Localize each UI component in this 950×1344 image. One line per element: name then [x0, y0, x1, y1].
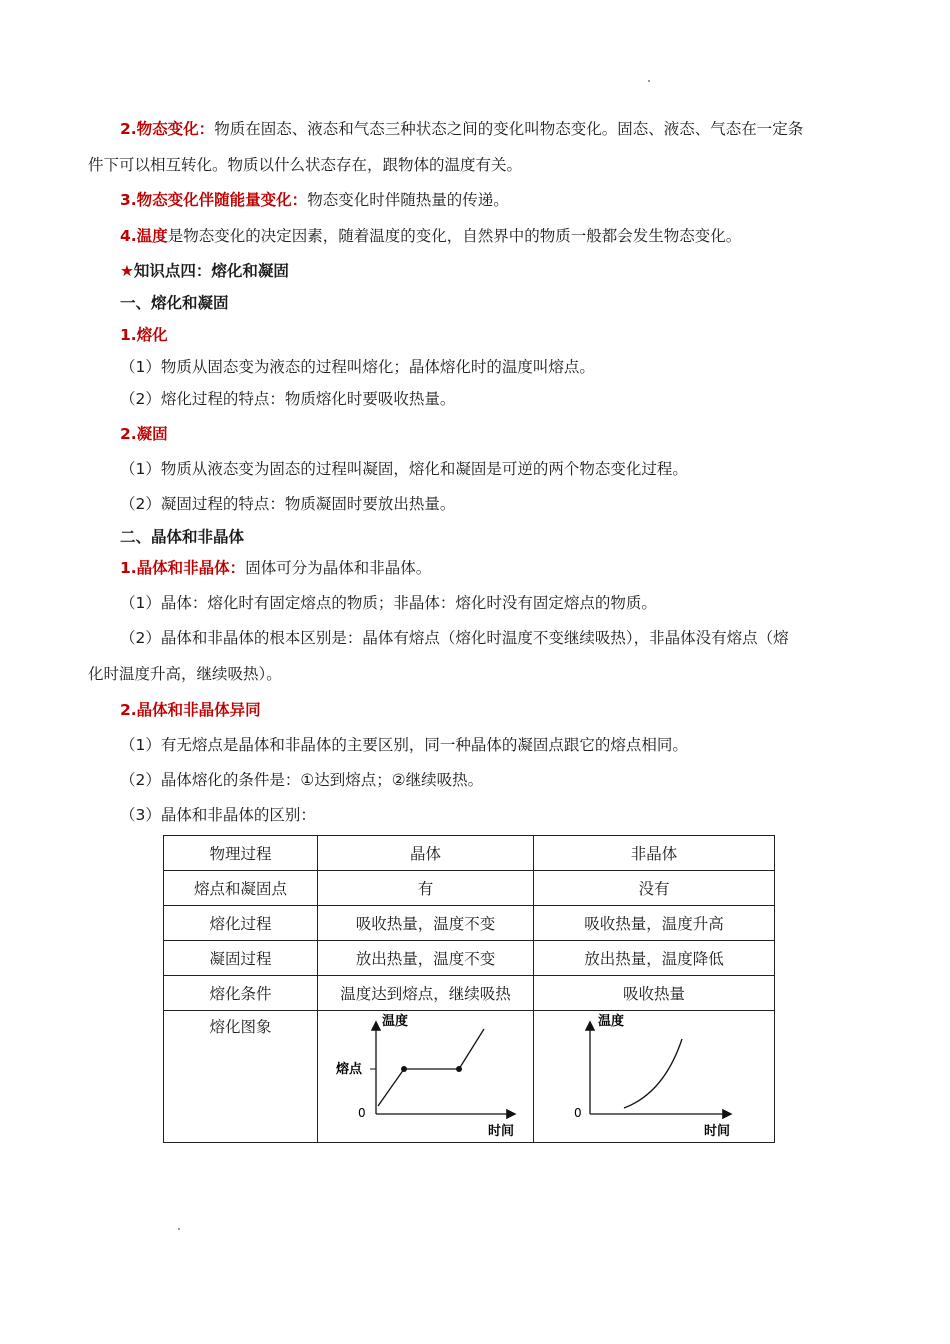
amorphous-melting-graph [534, 1011, 774, 1138]
crystal-item-1: （1）晶体：熔化时有固定熔点的物质；非晶体：熔化时没有固定熔点的物质。 [120, 594, 657, 612]
table-cell: 熔化条件 [164, 976, 318, 1011]
table-row [164, 976, 775, 1011]
amorphous-graph-cell [534, 1011, 775, 1143]
melting-end-point [456, 1066, 462, 1072]
crystal-curve [378, 1029, 484, 1106]
y-axis-label: 温度 [382, 1014, 409, 1029]
table-header-row [164, 836, 775, 871]
table-row [164, 906, 775, 941]
diff-item-1: （1）有无熔点是晶体和非晶体的主要区别，同一种晶体的凝固点跟它的熔点相同。 [120, 736, 688, 754]
melting-item-1: （1）物质从固态变为液态的过程叫熔化；晶体熔化时的温度叫熔点。 [120, 358, 595, 376]
melting-point-label: 熔点 [336, 1062, 363, 1077]
crystal-graph-cell [318, 1011, 534, 1143]
paragraph-state-change-cont: 件下可以相互转化。物质以什么状态存在，跟物体的温度有关。 [88, 156, 523, 174]
subheading-crystal-diff: 2.晶体和非晶体异同 [120, 701, 261, 719]
crystal-melting-graph [318, 1011, 532, 1138]
crystal-item-2: （2）晶体和非晶体的根本区别是：晶体有熔点（熔化时温度不变继续吸热），非晶体没有熔点（熔 [120, 629, 789, 647]
section-heading-crystal: 二、晶体和非晶体 [120, 528, 245, 546]
amorphous-curve [624, 1039, 682, 1108]
origin-label: 0 [574, 1106, 582, 1120]
melting-item-2: （2）熔化过程的特点：物质熔化时要吸收热量。 [120, 390, 456, 408]
paragraph-text: 固体可分为晶体和非晶体。 [245, 559, 432, 577]
diff-item-3: （3）晶体和非晶体的区别： [120, 806, 316, 824]
comparison-table [163, 835, 775, 1143]
table-row [164, 871, 775, 906]
table-header-cell: 晶体 [318, 836, 534, 871]
table-cell: 没有 [534, 871, 775, 906]
crystal-definition [120, 557, 910, 579]
paragraph-label: 2.物态变化： [120, 120, 215, 138]
paragraph-text: 是物态变化的决定因素，随着温度的变化，自然界中的物质一般都会发生物态变化。 [167, 227, 742, 245]
table-cell: 吸收热量，温度不变 [318, 906, 534, 941]
paragraph-energy-change [120, 189, 910, 211]
table-cell: 放出热量，温度不变 [318, 941, 534, 976]
knowledge-point-title [120, 260, 910, 282]
table-cell: 吸收热量 [534, 976, 775, 1011]
solidification-item-2: （2）凝固过程的特点：物质凝固时要放出热量。 [120, 495, 456, 513]
table-cell: 熔化过程 [164, 906, 318, 941]
knowledge-point-text: 知识点四：熔化和凝固 [133, 262, 289, 280]
paragraph-text: 物质在固态、液态和气态三种状态之间的变化叫物态变化。固态、液态、气态在一定条 [214, 120, 804, 138]
origin-label: 0 [358, 1106, 366, 1120]
subheading-solidification: 2.凝固 [120, 425, 168, 443]
x-axis-label: 时间 [488, 1124, 515, 1138]
solidification-item-1: （1）物质从液态变为固态的过程叫凝固，熔化和凝固是可逆的两个物态变化过程。 [120, 460, 688, 478]
star-icon: ★ [120, 262, 134, 280]
diff-item-2: （2）晶体熔化的条件是：①达到熔点；②继续吸热。 [120, 771, 484, 789]
table-cell: 熔化图象 [164, 1011, 318, 1143]
paragraph-label: 4.温度 [120, 227, 168, 245]
table-cell: 熔点和凝固点 [164, 871, 318, 906]
subheading-melting: 1.熔化 [120, 326, 168, 344]
crystal-item-2-cont: 化时温度升高，继续吸热）。 [88, 665, 282, 683]
paragraph-state-change [120, 118, 880, 140]
section-heading-melting-solidification: 一、熔化和凝固 [120, 294, 229, 312]
paragraph-text: 物态变化时伴随热量的传递。 [307, 191, 509, 209]
table-cell: 有 [318, 871, 534, 906]
table-row-graphs [164, 1011, 775, 1143]
table-row [164, 941, 775, 976]
page-mark [648, 80, 650, 82]
table-cell: 凝固过程 [164, 941, 318, 976]
table-cell: 吸收热量，温度升高 [534, 906, 775, 941]
melting-start-point [401, 1066, 407, 1072]
x-axis-label: 时间 [704, 1124, 731, 1138]
table-cell: 温度达到熔点，继续吸热 [318, 976, 534, 1011]
page-mark [178, 1228, 180, 1230]
y-axis-label: 温度 [598, 1014, 625, 1029]
table-cell: 放出热量，温度降低 [534, 941, 775, 976]
table-header-cell: 物理过程 [164, 836, 318, 871]
paragraph-label: 1.晶体和非晶体： [120, 559, 246, 577]
paragraph-label: 3.物态变化伴随能量变化： [120, 191, 308, 209]
table-header-cell: 非晶体 [534, 836, 775, 871]
paragraph-temperature [120, 225, 910, 247]
